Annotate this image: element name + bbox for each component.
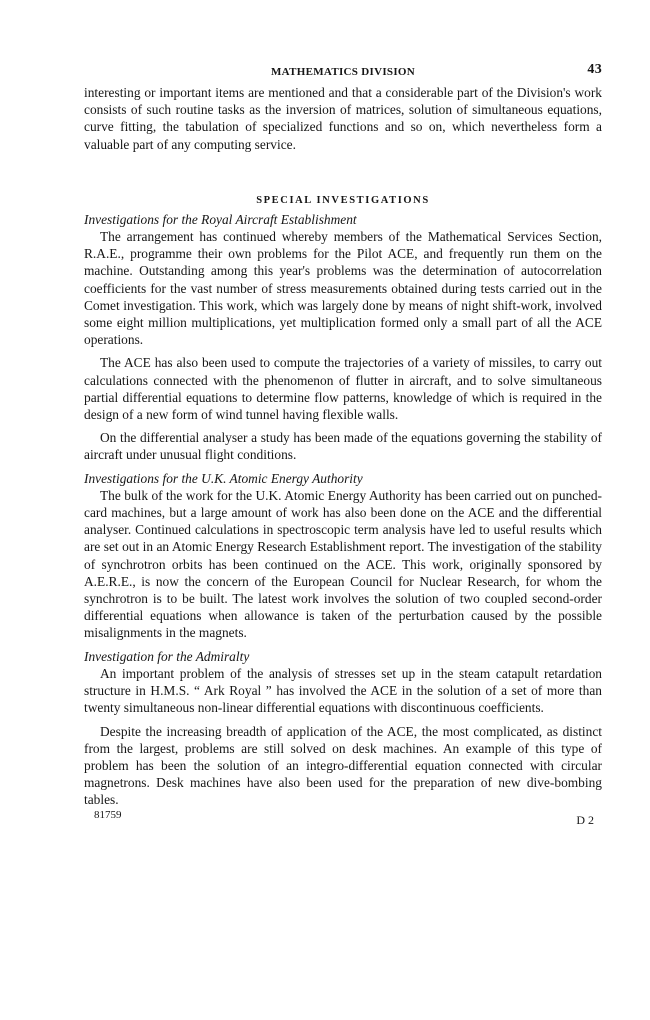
paragraph-ukaea-1: The bulk of the work for the U.K. Atomic Energy Authority has been carried out on punched-card machines, but a large amount of work has also been done on the ACE and the differential analyser. Continued calculations in spectroscopic term analysis have led to useful results which are set out in an Atomic Energy Research Establishment report. The investigation of the stability of synchrotron orbits has been continued on the ACE. This work, originally sponsored by A.E.R.E., is now the concern of the European Council for Nuclear Research, for whom the synchrotron is to be built. The latest work involves the solution of two coupled second-order differential equations when allowance is taken of the perturbation caused by the possible misalignments in the magnets. [84,487,602,641]
signature-mark: D 2 [576,812,594,827]
paragraph-rae-2: The ACE has also been used to compute the trajectories of a variety of missiles, to carry out calculations connected with the phenomenon of flutter in aircraft, and to solve simultaneous partial differential equations to determine flow patterns, knowledge of which is required in the design of a new form of wind tunnel having flexible walls. [84,355,602,423]
paragraph-rae-1: The arrangement has continued whereby members of the Mathematical Services Section, R.A.E., programme their own problems for the Pilot ACE, and frequently run them on the machine. Outstanding among this year's problems was the determination of autocorrelation coefficients for the vast number of stress measurements obtained during tests carried out in the Comet investigation. This work, which was largely done by means of night shift-work, involved some eight million multiplications, yet multiplication formed only a small part of all the ACE operations. [84,229,602,348]
document-page [84,62,602,827]
paragraph-admiralty-1: An important problem of the analysis of stresses set up in the steam catapult retardation structure in H.M.S. “ Ark Royal ” has involved the ACE in the solution of a set of more than twenty simultaneous non-linear differential equations with discontinuous coefficients. [84,665,602,716]
intro-paragraph: interesting or important items are mentioned and that a considerable part of the Division's work consists of such routine tasks as the inversion of matrices, solution of simultaneous equations, curve fitting, the tabulation of specialized functions and so on, which nevertheless form a valuable part of any computing service. [84,85,602,152]
subheading-rae: Investigations for the Royal Aircraft Establishment [84,211,357,227]
subheading-ukaea: Investigations for the U.K. Atomic Energy Authority [84,470,363,486]
subheading-admiralty: Investigation for the Admiralty [84,648,250,664]
print-code: 81759 [94,808,122,821]
page-number: 43 [587,62,602,77]
page-footer [84,809,602,827]
running-header [84,62,602,84]
paragraph-rae-3: On the differential analyser a study has been made of the equations governing the stability of aircraft under unusual flight conditions. [84,430,602,463]
paragraph-admiralty-2: Despite the increasing breadth of application of the ACE, the most complicated, as distinct from the largest, problems are still solved on desk machines. An example of this type of problem has been the solution of an integro-differential equation connected with circular magnetrons. Desk machines have also been used for the preparation of new dive-bombing tables. [84,723,602,808]
section-title: SPECIAL INVESTIGATIONS [256,194,430,206]
running-title: MATHEMATICS DIVISION [270,66,416,78]
